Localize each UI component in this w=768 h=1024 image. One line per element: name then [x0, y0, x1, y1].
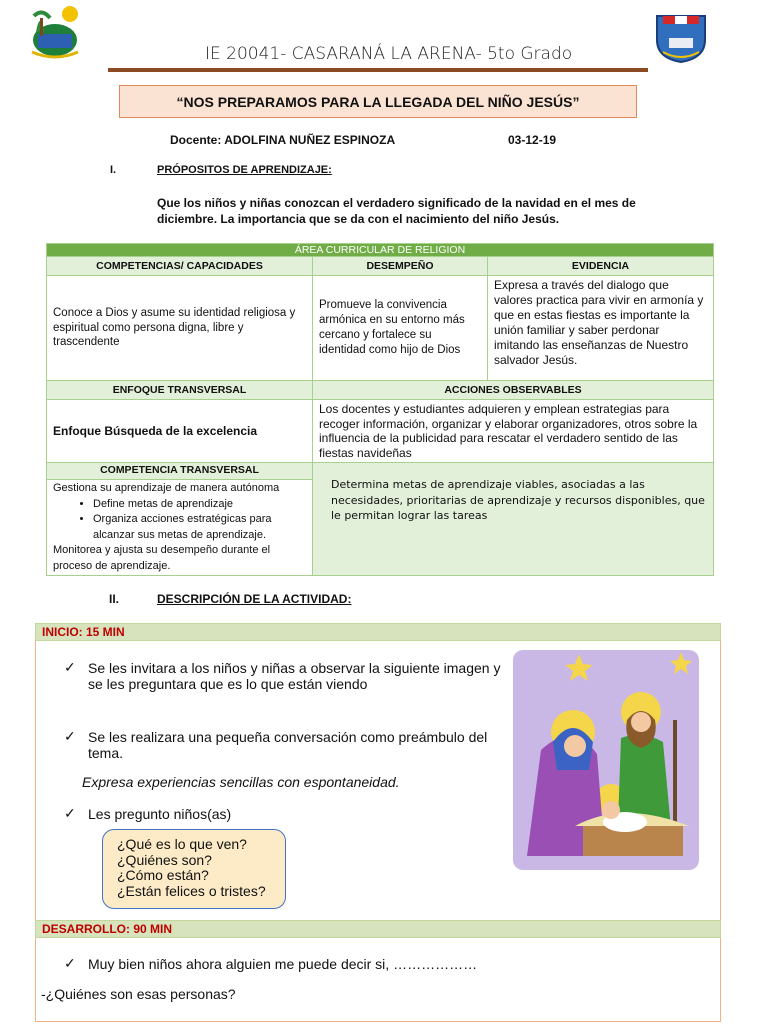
- question-1: ¿Qué es lo que ven?: [117, 836, 247, 852]
- bullet-define-metas: • Define metas de aprendizaje: [93, 497, 306, 513]
- competencia-transversal-header: COMPETENCIA TRANSVERSAL: [47, 463, 312, 480]
- curriculum-table: [46, 243, 714, 576]
- questions-bubble: [102, 829, 286, 909]
- check-icon: ✓: [64, 955, 76, 971]
- desempeno-cell: Promueve la convivencia armónica en su entorno más cercano y fortalece su identidad como hijo de Dios: [313, 276, 488, 381]
- section1-text: Que los niños y niñas conozcan el verdadero significado de la navidad en el mes de diciembre. La importancia que se da con el nacimiento del niño Jesús.: [157, 196, 636, 226]
- page-title: IE 20041- CASARANÁ LA ARENA- 5to Grado: [205, 44, 573, 64]
- inicio-item-2: Se les realizara una pequeña conversación como preámbulo del tema.: [88, 729, 488, 761]
- enfoque-cell: Enfoque Búsqueda de la excelencia: [47, 400, 313, 463]
- activity-title-banner: “NOS PREPARAMOS PARA LA LLEGADA DEL NIÑO JESÚS”: [119, 85, 637, 118]
- section2-heading: DESCRIPCIÓN DE LA ACTIVIDAD:: [157, 592, 352, 606]
- inicio-italic: Expresa experiencias sencillas con espontaneidad.: [82, 774, 400, 790]
- gestiona-text: Gestiona su aprendizaje de manera autónoma: [53, 482, 280, 494]
- desarrollo-item-1: Muy bien niños ahora alguien me puede decir si, ………………: [88, 956, 478, 972]
- enfoque-header: ENFOQUE TRANSVERSAL: [47, 381, 313, 400]
- title-divider: [108, 68, 648, 72]
- desarrollo-question: -¿Quiénes son esas personas?: [41, 986, 236, 1002]
- inicio-item-3: Les pregunto niños(as): [88, 806, 232, 822]
- question-4: ¿Están felices o tristes?: [117, 882, 266, 899]
- determina-cell: Determina metas de aprendizaje viables, asociadas a las necesidades, prioritarias de aprendizaje y recursos disponibles, que le permitan lograr las tareas: [313, 463, 714, 576]
- section1-heading: PRÓPOSITOS DE APRENDIZAJE:: [157, 164, 332, 176]
- inicio-item-1: Se les invitara a los niños y niñas a observar la siguiente imagen y se les preguntara que es lo que están viendo: [88, 660, 501, 692]
- competencia-cell: Conoce a Dios y asume su identidad religiosa y espiritual como persona digna, libre y trascendente: [47, 276, 313, 381]
- area-header: ÁREA CURRICULAR DE RELIGION: [47, 244, 714, 257]
- check-icon: ✓: [64, 659, 76, 675]
- acciones-header: ACCIONES OBSERVABLES: [313, 381, 714, 400]
- check-icon: ✓: [64, 805, 76, 821]
- evidencia-header: EVIDENCIA: [488, 257, 714, 276]
- check-icon: ✓: [64, 728, 76, 744]
- question-3: ¿Cómo están?: [117, 867, 209, 883]
- bullet-organiza-acciones: • Organiza acciones estratégicas para alcanzar sus metas de aprendizaje.: [93, 512, 306, 543]
- school-crest-right: [655, 12, 707, 64]
- acciones-cell: Los docentes y estudiantes adquieren y emplean estrategias para recoger información, organizar y elaborar organizadores, otros sobre la influencia de la publicidad para rescatar el verdadero sentido de las fiestas navideñas: [313, 400, 714, 463]
- question-2: ¿Quiénes son?: [117, 851, 212, 868]
- nativity-illustration: [513, 650, 699, 870]
- docente-line: Docente: ADOLFINA NUÑEZ ESPINOZA: [170, 133, 396, 147]
- desempeno-header: DESEMPEÑO: [313, 257, 488, 276]
- competencias-header: COMPETENCIAS/ CAPACIDADES: [47, 257, 313, 276]
- competencia-transversal-cell: [47, 463, 313, 576]
- date: 03-12-19: [508, 133, 557, 147]
- section2-number: II.: [109, 592, 120, 606]
- school-logo-left: [26, 4, 84, 60]
- evidencia-cell: Expresa a través del dialogo que valores practica para vivir en armonía y que en estas fiestas es importante la unión familiar y saber perdonar imitando las enseñanzas de Nuestro salvador Jesús.: [488, 276, 714, 381]
- monitorea-text: Monitorea y ajusta su desempeño durante el proceso de aprendizaje.: [53, 544, 271, 572]
- desarrollo-label: DESARROLLO: 90 MIN: [35, 920, 721, 938]
- inicio-label: INICIO: 15 MIN: [35, 623, 721, 641]
- section1-number: I.: [110, 164, 117, 176]
